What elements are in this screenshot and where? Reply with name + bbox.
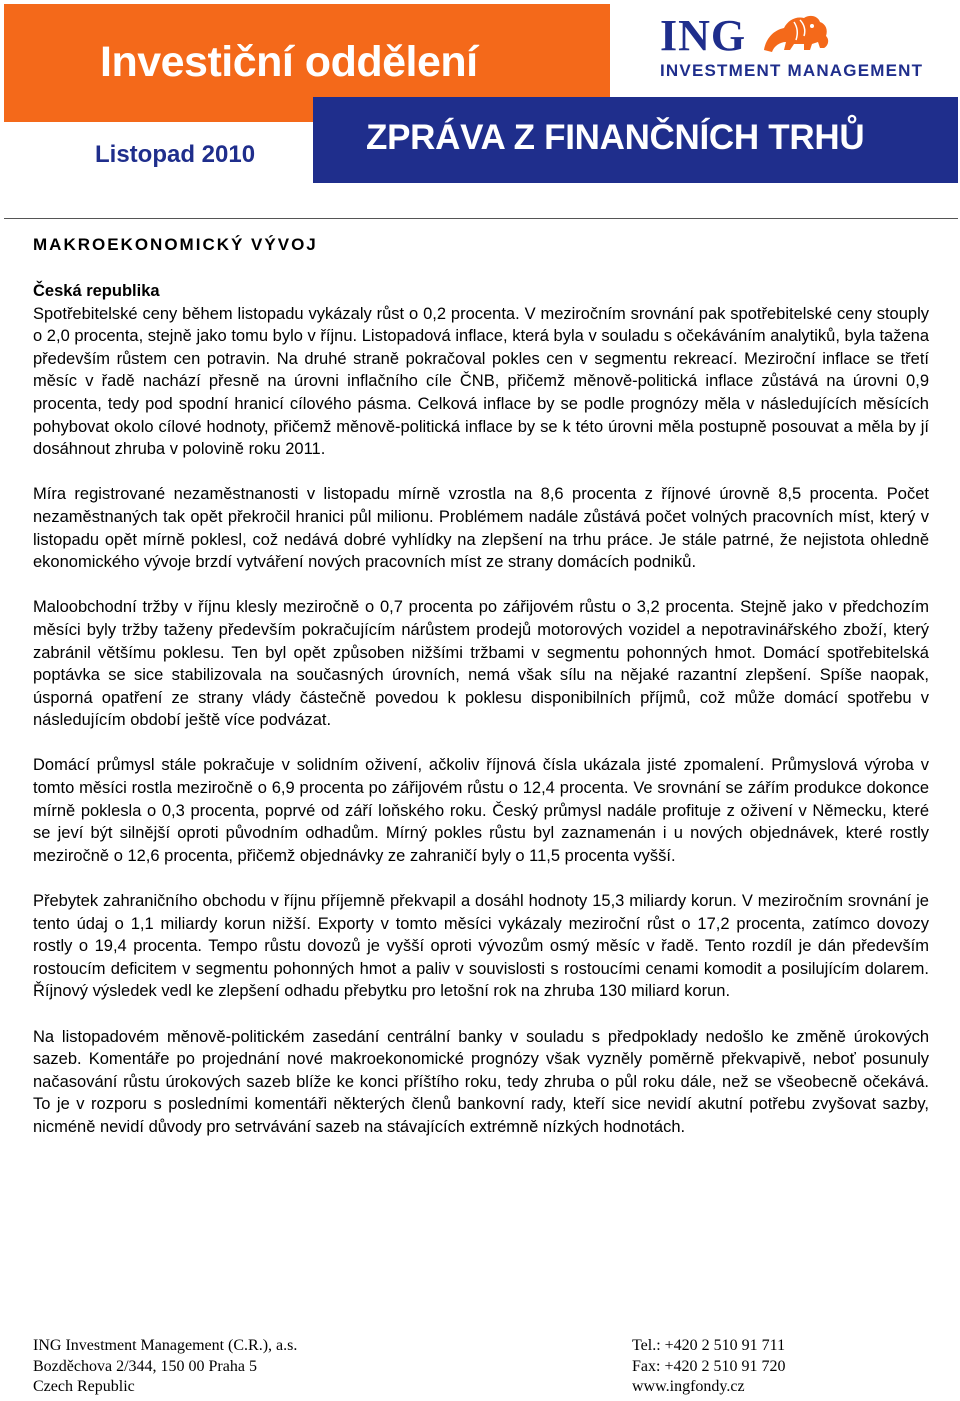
ing-logo [660, 10, 960, 85]
footer-address [33, 1336, 297, 1398]
footer-fax: Fax: +420 2 510 91 720 [632, 1357, 786, 1375]
paragraph-industry: Domácí průmysl stále pokračuje v solidním oživení, ačkoliv říjnová čísla ukázala jisté zpomalení. Průmyslová výroba v tomto měsíci rostla meziročně o 6,9 procenta po zářijovém růstu o 12,4 procenta. Ve srovnání se zářím produkce dokonce mírně poklesla o 0,3 procenta, poprvé od září loňského roku. Český průmysl nadále profituje z oživení v Německu, které se jeví být silnější oproti původním odhadům. Mírný pokles růstu byl zaznamenán i u nových objednávek, které rostly meziročně o 12,6 procenta, přičemž objednávky ze zahraničí byly o 11,5 procenta vyšší. [33, 756, 929, 865]
logo-subtitle: INVESTMENT MANAGEMENT [660, 61, 924, 80]
footer-web[interactable]: www.ingfondy.cz [632, 1378, 745, 1395]
footer-contact [632, 1336, 785, 1398]
subheading-czech-republic: Česká republika [33, 282, 160, 300]
article-body [33, 280, 929, 1161]
footer-company: ING Investment Management (C.R.), a.s. [33, 1337, 298, 1354]
department-title: Investiční oddělení [100, 38, 478, 86]
report-month: Listopad 2010 [95, 141, 256, 168]
footer-tel: Tel.: +420 2 510 91 711 [632, 1337, 786, 1354]
paragraph-unemployment: Míra registrované nezaměstnanosti v listopadu mírně vzrostla na 8,6 procenta z říjnové úrovně 8,5 procenta. Počet nezaměstnaných tak opět překročil hranici půl milionu. Problémem nadále zůstává počet volných pracovních míst, který v listopadu opět mírně poklesl, což nedává dobré vyhlídky na zlepšení na trhu práce. Je stále patrné, že nejistota ohledně ekonomického vývoje brzdí vytváření nových pracovních míst ze strany domácích podniků. [33, 485, 929, 572]
paragraph-retail: Maloobchodní tržby v říjnu klesly meziročně o 0,7 procenta po zářijovém růstu o 3,2 procenta. Stejně jako v předchozím měsíci byly tržby taženy především pokračujícím nárůstem prodejů motorových vozidel a nepotravinářského zboží, který zabránil většímu poklesu. Ten byl opět způsoben nižšími tržbami v segmentu pohonných hmot. Domácí spotřebitelská poptávka se sice stabilizovala na současných úrovních, nemá však sílu na nějaké razantní zlepšení. Spíše naopak, úsporná opatření ze strany vlády částečně povedou k poklesu disponibilních příjmů, což může domácí spotřebu v následujícím období ještě více podvázat. [33, 598, 929, 730]
footer-country: Czech Republic [33, 1378, 135, 1395]
report-title: ZPRÁVA Z FINANČNÍCH TRHŮ [366, 118, 865, 157]
paragraph-trade: Přebytek zahraničního obchodu v říjnu příjemně překvapil a dosáhl hodnoty 15,3 miliardy korun. V meziročním srovnání je tento údaj o 1,1 miliardy korun nižší. Exporty v tomto měsíci vykázaly meziroční růst o 17,2 procenta, zatímco dovozy rostly o 19,4 procenta. Tempo růstu dovozů je vyšší oproti vývozům osmý měsíc v řadě. Tento rozdíl je dán především rostoucím deficitem v segmentu pohonných hmot a paliv v souvislosti s rostoucími cenami komodit a posilujícím dolarem. Říjnový výsledek vedl ke zlepšení odhadu přebytku pro letošní rok na zhruba 130 miliard korun. [33, 892, 929, 1001]
logo-brand-text: ING [660, 11, 747, 60]
footer-street: Bozděchova 2/344, 150 00 Praha 5 [33, 1357, 257, 1375]
section-title: MAKROEKONOMICKÝ VÝVOJ [33, 235, 318, 254]
lion-icon [760, 10, 832, 56]
header-divider [4, 218, 958, 219]
paragraph-monetary-policy: Na listopadovém měnově-politickém zasedání centrální banky v souladu s předpoklady nedošlo ke změně úrokových sazeb. Komentáře po projednání nové makroekonomické prognózy však vyzněly poměrně překvapivě, neboť posunuly načasování růstu úrokových sazeb blíže ke konci příštího roku, tedy zhruba o půl roku dále, než se všeobecně očekává. To je v rozporu s posledními komentáři některých členů bankovní rady, kteří sice nevidí akutní potřebu zvyšovat sazby, nicméně nevidí důvody pro setrvávání sazeb na stávajících extrémně nízkých hodnotách. [33, 1027, 929, 1136]
paragraph-inflation: Spotřebitelské ceny během listopadu vykázaly růst o 0,2 procenta. V meziročním srovnání pak spotřebitelské ceny stouply o 2,0 procenta, stejně jako tomu bylo v říjnu. Listopadová inflace, která byla v souladu s očekáváním analytiků, byla tažena především růstem cen potravin. Na druhé straně pokračoval pokles cen v segmentu rekreací. Meziroční inflace se třetí měsíc v řadě nachází přesně na úrovni inflačního cíle ČNB, přičemž měnově-politická inflace zůstává na úrovni 0,9 procenta, tedy pod spodní hranicí cílového pásma. Celková inflace by se podle prognózy měla v následujících měsících pohybovat okolo cílové hodnoty, přičemž měnově-politická inflace by se k této úrovni měla postupně posouvat a měla by jí dosáhnout zhruba v polovině roku 2011. [33, 304, 929, 459]
